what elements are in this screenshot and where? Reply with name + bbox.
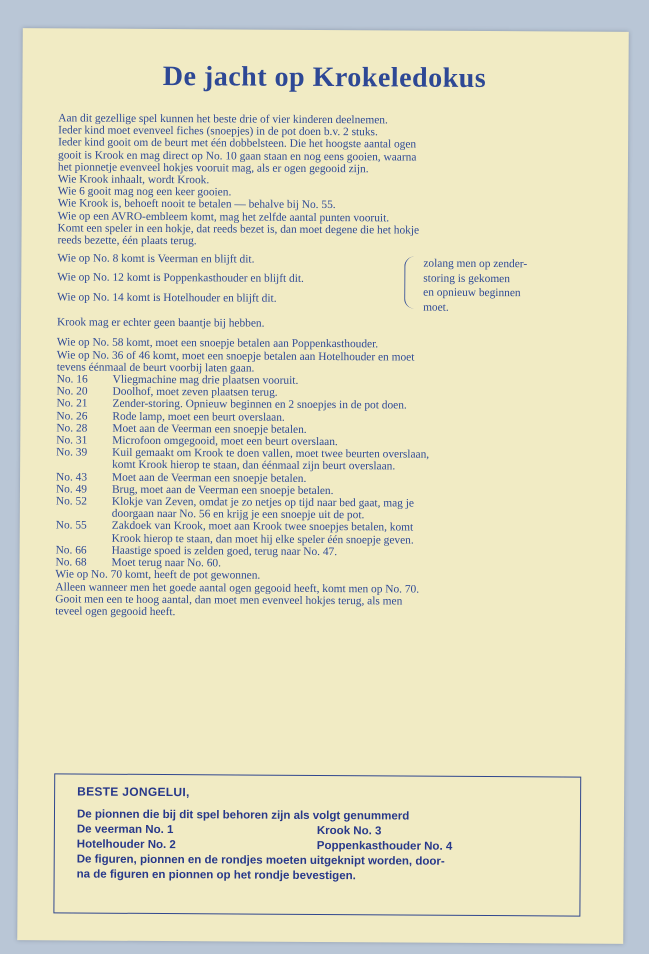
- pawn-poppenkasthouder: Poppenkasthouder No. 4: [316, 839, 453, 853]
- krook-note: Krook mag er echter geen baantje bij hebben.: [56, 316, 265, 330]
- box-line: De figuren, pionnen en de rondjes moeten uitgeknipt worden, door-: [76, 853, 445, 868]
- condition-line: moet.: [423, 301, 449, 314]
- square-rule-line: Kuil gemaakt om Krook te doen vallen, moet twee beurten overslaan,: [112, 446, 430, 461]
- condition-line: storing is gekomen: [423, 272, 510, 285]
- game-instruction-card: [17, 28, 629, 944]
- square-rule-line: Klokje van Zeven, omdat je zo netjes op tijd naar bed gaat, mag je: [111, 495, 415, 510]
- square-rule-line: doorgaan naar No. 56 en krijg je een snoepje uit de pot.: [111, 507, 365, 522]
- intro-line: Komt een speler in een hokje, dat reeds bezet is, dan moet degene die het hokje: [57, 222, 420, 237]
- intro-line: Ieder kind moet evenveel fiches (snoepjes) in de pot doen b.v. 2 stuks.: [58, 124, 378, 139]
- square-rules-list: [55, 373, 588, 571]
- square-rule-line: Krook hierop te staan, dan moet hij elke speler één snoepje geven.: [111, 532, 414, 547]
- pawn-veerman: De veerman No. 1: [76, 823, 174, 837]
- intro-section: [57, 112, 590, 249]
- list-item: [56, 447, 588, 475]
- role-rule: Wie op No. 12 komt is Poppenkasthouder en blijft dit.: [57, 271, 304, 286]
- square-number: No. 49: [55, 483, 88, 496]
- square-number: No. 20: [56, 385, 88, 398]
- role-rule: Wie op No. 8 komt is Veerman en blijft dit.: [57, 252, 255, 266]
- box-heading: BESTE JONGELUI,: [77, 784, 190, 800]
- square-rule: Doolhof, moet zeven plaatsen terug.: [112, 385, 278, 399]
- square-number: No. 31: [56, 434, 88, 447]
- role-rules-group: [57, 253, 589, 316]
- square-rule: [112, 447, 588, 474]
- square-number: No. 28: [56, 422, 88, 435]
- rule-line: Wie op No. 36 of 46 komt, moet een snoepje betalen aan Hotelhouder en moet: [56, 349, 415, 364]
- square-number: No. 66: [55, 544, 87, 557]
- outro-line: Wie op No. 70 komt, heeft de pot gewonnen.: [55, 568, 261, 582]
- winning-rules: [55, 569, 587, 621]
- intro-line: het pionnetje evenveel hokjes vooruit mag, als er ogen gegooid zijn.: [57, 161, 369, 176]
- intro-line: Wie Krook inhaalt, wordt Krook.: [57, 173, 210, 187]
- square-rule: Vliegmachine mag drie plaatsen vooruit.: [112, 373, 299, 387]
- condition-line: en opnieuw beginnen: [423, 286, 521, 300]
- outro-line: teveel ogen gegooid heeft.: [55, 605, 176, 619]
- instructions-box: [53, 773, 581, 916]
- square-rule: Brug, moet aan de Veerman een snoepje betalen.: [111, 483, 334, 497]
- intro-line: gooit is Krook en mag direct op No. 10 gaan staan en nog eens gooien, waarna: [57, 148, 417, 164]
- intro-line: Wie 6 gooit mag nog een keer gooien.: [57, 185, 232, 199]
- outro-line: Gooit men een te hoog aantal, dan moet men evenveel hokjes terug, als men: [55, 593, 403, 608]
- square-rule: Microfoon omgegooid, moet een beurt overslaan.: [112, 434, 338, 449]
- box-line: na de figuren en pionnen op het rondje bevestigen.: [76, 868, 356, 883]
- intro-line: Ieder kind gooit om de beurt met één dobbelsteen. Die het hoogste aantal ogen: [58, 136, 417, 151]
- role-rule-condition: [423, 255, 589, 316]
- square-rule: Moet terug naar No. 60.: [111, 556, 222, 570]
- square-rule: Moet aan de Veerman een snoepje betalen.: [112, 471, 307, 485]
- list-item: [56, 520, 588, 548]
- outro-line: Alleen wanneer men het goede aantal ogen gegooid heeft, komt men op No. 70.: [55, 580, 420, 596]
- brace-bracket: [404, 257, 417, 309]
- pawn-hotelhouder: Hotelhouder No. 2: [76, 838, 176, 852]
- square-number: No. 26: [56, 410, 88, 423]
- square-rule: Moet aan de Veerman een snoepje betalen.: [112, 422, 307, 436]
- square-rule-line: Zakdoek van Krook, moet aan Krook twee snoepjes betalen, komt: [111, 520, 414, 535]
- square-rule-line: komt Krook hierop te staan, dan éénmaal zijn beurt overslaan.: [112, 459, 396, 473]
- square-number: No. 16: [56, 373, 88, 386]
- square-rule: [112, 496, 588, 523]
- intro-line: Wie op een AVRO-embleem komt, mag het zelfde aantal punten vooruit.: [57, 209, 390, 225]
- rule-line: Wie op No. 58 komt, moet een snoepje betalen aan Poppenkasthouder.: [56, 336, 379, 351]
- square-number: No. 43: [56, 471, 88, 484]
- payment-rules: [57, 337, 589, 377]
- box-line: De pionnen die bij dit spel behoren zijn als volgt genummerd: [76, 808, 410, 823]
- pawn-krook: Krook No. 3: [316, 824, 382, 838]
- square-number: No. 68: [55, 556, 87, 569]
- square-number: No. 52: [55, 495, 87, 508]
- square-rule: Rode lamp, moet een beurt overslaan.: [112, 410, 285, 424]
- intro-line: reeds bezette, één plaats terug.: [57, 234, 197, 248]
- intro-line: Aan dit gezellige spel kunnen het beste drie of vier kinderen deelnemen.: [58, 112, 388, 127]
- role-rules-list: [57, 253, 402, 315]
- square-number: No. 55: [55, 519, 87, 533]
- role-rule: Wie op No. 14 komt is Hotelhouder en blijft dit.: [57, 291, 277, 305]
- page-title: De jacht op Krokeledokus: [162, 61, 487, 94]
- list-item: [56, 495, 588, 523]
- square-rule: Haastige spoed is zelden goed, terug naar No. 47.: [111, 544, 338, 558]
- square-number: No. 21: [56, 397, 88, 411]
- intro-line: Wie Krook is, behoeft nooit te betalen — behalve bij No. 55.: [57, 197, 336, 212]
- square-rule: Zender-storing. Opnieuw beginnen en 2 snoepjes in de pot doen.: [112, 398, 407, 412]
- condition-line: zolang men op zender-: [423, 257, 528, 271]
- rule-line: tevens éénmaal de beurt voorbij laten gaan.: [56, 361, 255, 375]
- square-number: No. 39: [56, 446, 88, 459]
- square-rule: [112, 520, 588, 547]
